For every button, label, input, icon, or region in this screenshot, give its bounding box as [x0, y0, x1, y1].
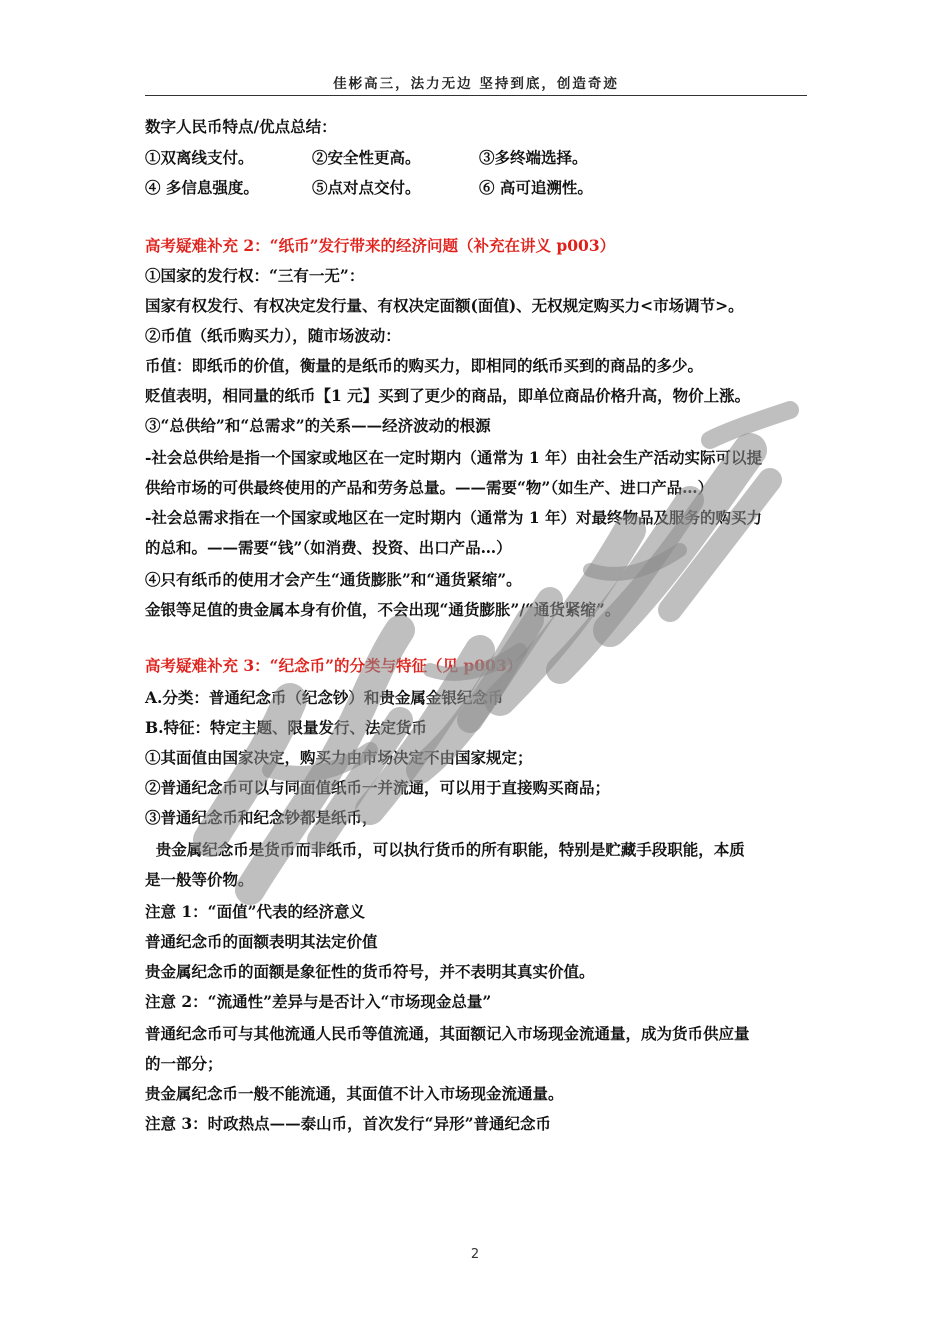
section-3-line: 贵金属纪念币的面额是象征性的货币符号，并不表明其真实价值。 — [145, 962, 595, 981]
section-3-line: 注意 1：“面值”代表的经济意义 — [145, 902, 366, 921]
section-2-line: ③“总供给”和“总需求”的关系——经济波动的根源 — [145, 416, 491, 435]
section-3-line: ③普通纪念币和纪念钞都是纸币， — [145, 808, 378, 827]
section-2-line: -社会总供给是指一个国家或地区在一定时期内（通常为 1 年）由社会生产活动实际可以提 — [145, 448, 763, 467]
section-2-line: ②币值（纸币购买力），随市场波动： — [145, 326, 401, 345]
section-2-line: 的总和。——需要“钱”（如消费、投资、出口产品…） — [145, 538, 512, 557]
section-2-line: 供给市场的可供最终使用的产品和劳务总量。——需要“物”（如生产、进口产品…） — [145, 478, 714, 497]
section-2-line: 贬值表明，相同量的纸币【1 元】买到了更少的商品，即单位商品价格升高，物价上涨。 — [145, 386, 751, 405]
section-3-line: 贵金属纪念币是货币而非纸币，可以执行货币的所有职能，特别是贮藏手段职能，本质 — [145, 840, 745, 859]
feature-item: ⑤点对点交付。 — [312, 178, 421, 197]
section-2-line: 国家有权发行、有权决定发行量、有权决定面额(面值)、无权规定购买力<市场调节>。 — [145, 296, 744, 315]
section-3-line: 是一般等价物。 — [145, 870, 254, 889]
section-2-line: ①国家的发行权：“三有一无”： — [145, 266, 365, 285]
feature-item: ⑥ 高可追溯性。 — [479, 178, 593, 197]
digital-rmb-title: 数字人民币特点/优点总结： — [145, 117, 337, 136]
section-3-line: A.分类：普通纪念币（纪念钞）和贵金属金银纪念币 — [145, 688, 504, 707]
section-3-line: ②普通纪念币可以与同面值纸币一并流通，可以用于直接购买商品； — [145, 778, 611, 797]
section-3-heading: 高考疑难补充 3：“纪念币”的分类与特征（见 p003） — [145, 656, 523, 675]
section-2-line: ④只有纸币的使用才会产生“通货膨胀”和“通货紧缩”。 — [145, 570, 522, 589]
section-3-line: 注意 2：“流通性”差异与是否计入“市场现金总量” — [145, 992, 492, 1011]
section-3-line: 普通纪念币可与其他流通人民币等值流通，其面额记入市场现金流通量，成为货币供应量 — [145, 1024, 750, 1043]
section-3-line: 注意 3：时政热点——泰山币，首次发行“异形”普通纪念币 — [145, 1114, 552, 1133]
feature-item: ③多终端选择。 — [479, 148, 588, 167]
section-2-line: 金银等足值的贵金属本身有价值，不会出现“通货膨胀”/“通货紧缩”。 — [145, 600, 621, 619]
feature-item: ①双离线支付。 — [145, 148, 254, 167]
page-header: 佳彬高三，法力无边 坚持到底，创造奇迹 — [333, 76, 619, 92]
section-3-line: 普通纪念币的面额表明其法定价值 — [145, 932, 378, 951]
feature-item: ②安全性更高。 — [312, 148, 421, 167]
page-number: 2 — [470, 1247, 480, 1262]
feature-item: ④ 多信息强度。 — [145, 178, 259, 197]
section-3-line: B.特征：特定主题、限量发行、法定货币 — [145, 718, 427, 737]
section-3-line: 贵金属纪念币一般不能流通，其面值不计入市场现金流通量。 — [145, 1084, 564, 1103]
section-2-line: -社会总需求指在一个国家或地区在一定时期内（通常为 1 年）对最终物品及服务的购买力 — [145, 508, 763, 527]
section-3-line: 的一部分； — [145, 1054, 223, 1073]
section-3-line: ①其面值由国家决定，购买力由市场决定不由国家规定； — [145, 748, 533, 767]
section-2-heading: 高考疑难补充 2：“纸币”发行带来的经济问题（补充在讲义 p003） — [145, 236, 616, 255]
section-2-line: 币值：即纸币的价值，衡量的是纸币的购买力，即相同的纸币买到的商品的多少。 — [145, 356, 704, 375]
header-divider — [145, 95, 807, 96]
